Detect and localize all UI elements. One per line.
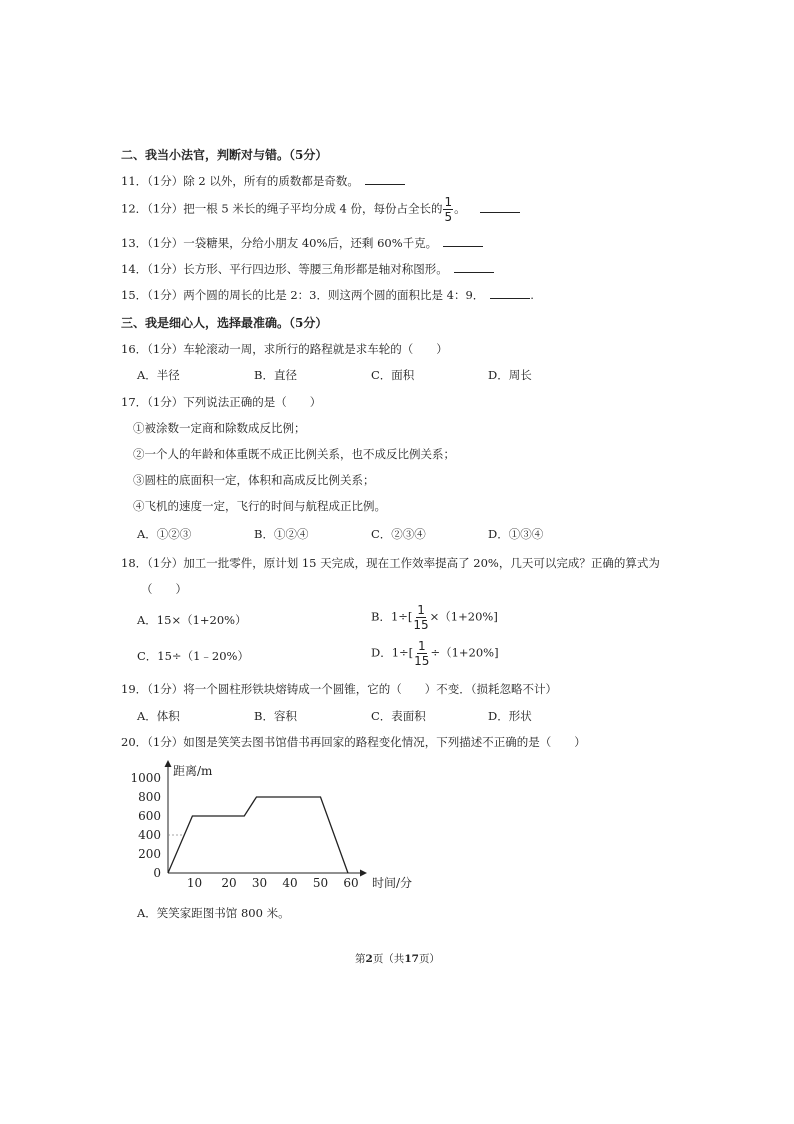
question-19-stem: 19．（1分）将一个圆柱形铁块熔铸成一个圆锥，它的（ ）不变．（损耗忽略不计）	[121, 682, 557, 696]
q18-option-a[interactable]: A．15×（1+20%）	[137, 613, 247, 627]
q19-option-b[interactable]: B．容积	[254, 709, 297, 723]
question-18-stem: 18．（1分）加工一批零件，原计划 15 天完成，现在工作效率提高了 20%，几天可以完成？正确的算式为	[121, 556, 660, 570]
q17-option-a[interactable]: A．①②③	[137, 527, 192, 541]
q16-option-b[interactable]: B．直径	[254, 368, 297, 382]
q17-option-d[interactable]: D．①③④	[488, 527, 544, 541]
x-tick-label: 10	[186, 876, 203, 890]
y-tick-label: 800	[138, 790, 161, 804]
question-18-stem-paren: （ ）	[141, 582, 187, 596]
q16-option-c[interactable]: C．面积	[371, 368, 415, 382]
y-tick-label: 1000	[130, 771, 161, 785]
q18-option-b-pre: B．1÷[	[371, 609, 413, 624]
answer-blank-15[interactable]	[490, 287, 530, 299]
q18-option-d-post: ÷（1+20%]	[430, 645, 499, 660]
question-12-text: 12．（1分）把一根 5 米长的绳子平均分成 4 份，每份占全长的	[121, 201, 443, 216]
q17-statement-4: ④飞机的速度一定，飞行的时间与航程成正比例。	[133, 499, 386, 513]
question-12	[121, 196, 520, 223]
y-tick-label: 200	[138, 847, 161, 861]
footer-total-pages: 17	[404, 953, 419, 965]
x-tick-label: 50	[312, 876, 329, 890]
q19-option-a[interactable]: A．体积	[137, 709, 180, 723]
answer-blank-14[interactable]	[454, 261, 494, 273]
section-2-heading: 二、我当小法官，判断对与错。（5分）	[121, 148, 328, 162]
q18-option-d[interactable]	[371, 640, 499, 667]
distance-line	[168, 797, 348, 873]
question-11	[121, 173, 405, 189]
footer-page-number: 2	[365, 953, 373, 965]
x-axis-label: 时间/分	[372, 876, 413, 890]
question-12-end: 。	[454, 201, 466, 216]
question-13	[121, 235, 483, 251]
q17-statement-3: ③圆柱的底面积一定，体积和高成反比例关系；	[133, 473, 375, 487]
x-tick-label: 60	[343, 876, 359, 890]
fraction-one-fifth	[443, 196, 453, 223]
q20-option-a[interactable]: A．笑笑家距图书馆 800 米。	[137, 906, 290, 920]
question-16-stem: 16．（1分）车轮滚动一周，求所行的路程就是求车轮的（ ）	[121, 342, 448, 356]
question-11-text: 11．（1分）除 2 以外，所有的质数都是奇数。	[121, 174, 359, 188]
fraction-one-fifteenth	[413, 604, 428, 631]
question-20-stem: 20．（1分）如图是笑笑去图书馆借书再回家的路程变化情况，下列描述不正确的是（ ）	[121, 735, 586, 749]
question-15-end: .	[530, 288, 534, 302]
question-17-stem: 17．（1分）下列说法正确的是（ ）	[121, 395, 322, 409]
question-15-text: 15．（1分）两个圆的周长的比是 2：3．则这两个圆的面积比是 4：9．	[121, 288, 485, 302]
q16-option-d[interactable]: D．周长	[488, 368, 532, 382]
fraction-denominator: 15	[413, 618, 429, 632]
q17-option-c[interactable]: C．②③④	[371, 527, 426, 541]
footer-mid: 页（共	[372, 953, 405, 965]
q18-option-b[interactable]	[371, 604, 498, 631]
y-tick-label: 600	[138, 809, 161, 823]
fraction-numerator: 1	[444, 195, 453, 209]
y-tick-label: 400	[138, 828, 161, 842]
q18-option-c[interactable]: C．15÷（1﹣20%）	[137, 649, 249, 663]
footer-post: 页）	[418, 953, 440, 965]
fraction-denominator: 15	[414, 654, 430, 668]
y-axis-label: 距离/m	[173, 764, 213, 778]
question-15	[121, 287, 534, 303]
x-tick-label: 40	[282, 876, 298, 890]
q17-statement-1: ①被涂数一定商和除数成反比例；	[133, 421, 306, 435]
distance-time-chart	[130, 755, 430, 895]
q18-option-d-pre: D．1÷[	[371, 645, 414, 660]
fraction-numerator: 1	[417, 603, 425, 617]
fraction-numerator: 1	[417, 639, 426, 653]
section-3-heading: 三、我是细心人，选择最准确。（5分）	[121, 316, 328, 330]
q17-statement-2: ②一个人的年龄和体重既不成正比例关系，也不成反比例关系；	[133, 447, 455, 461]
x-tick-label: 30	[251, 876, 268, 890]
question-14	[121, 261, 494, 277]
answer-blank-11[interactable]	[365, 173, 405, 185]
fraction-one-fifteenth	[414, 640, 429, 667]
y-tick-label: 0	[153, 866, 161, 880]
q18-option-b-post: ×（1+20%]	[429, 609, 498, 624]
q16-option-a[interactable]: A．半径	[137, 368, 180, 382]
q19-option-d[interactable]: D．形状	[488, 709, 532, 723]
answer-blank-12[interactable]	[480, 201, 520, 213]
answer-blank-13[interactable]	[443, 235, 483, 247]
page-footer	[355, 951, 440, 966]
fraction-denominator: 5	[444, 210, 453, 224]
question-14-text: 14．（1分）长方形、平行四边形、等腰三角形都是轴对称图形。	[121, 262, 448, 276]
question-13-text: 13．（1分）一袋糖果，分给小朋友 40%后，还剩 60%千克。	[121, 236, 438, 250]
footer-pre: 第	[355, 953, 366, 965]
x-tick-label: 20	[221, 876, 237, 890]
q19-option-c[interactable]: C．表面积	[371, 709, 426, 723]
q17-option-b[interactable]: B．①②④	[254, 527, 309, 541]
